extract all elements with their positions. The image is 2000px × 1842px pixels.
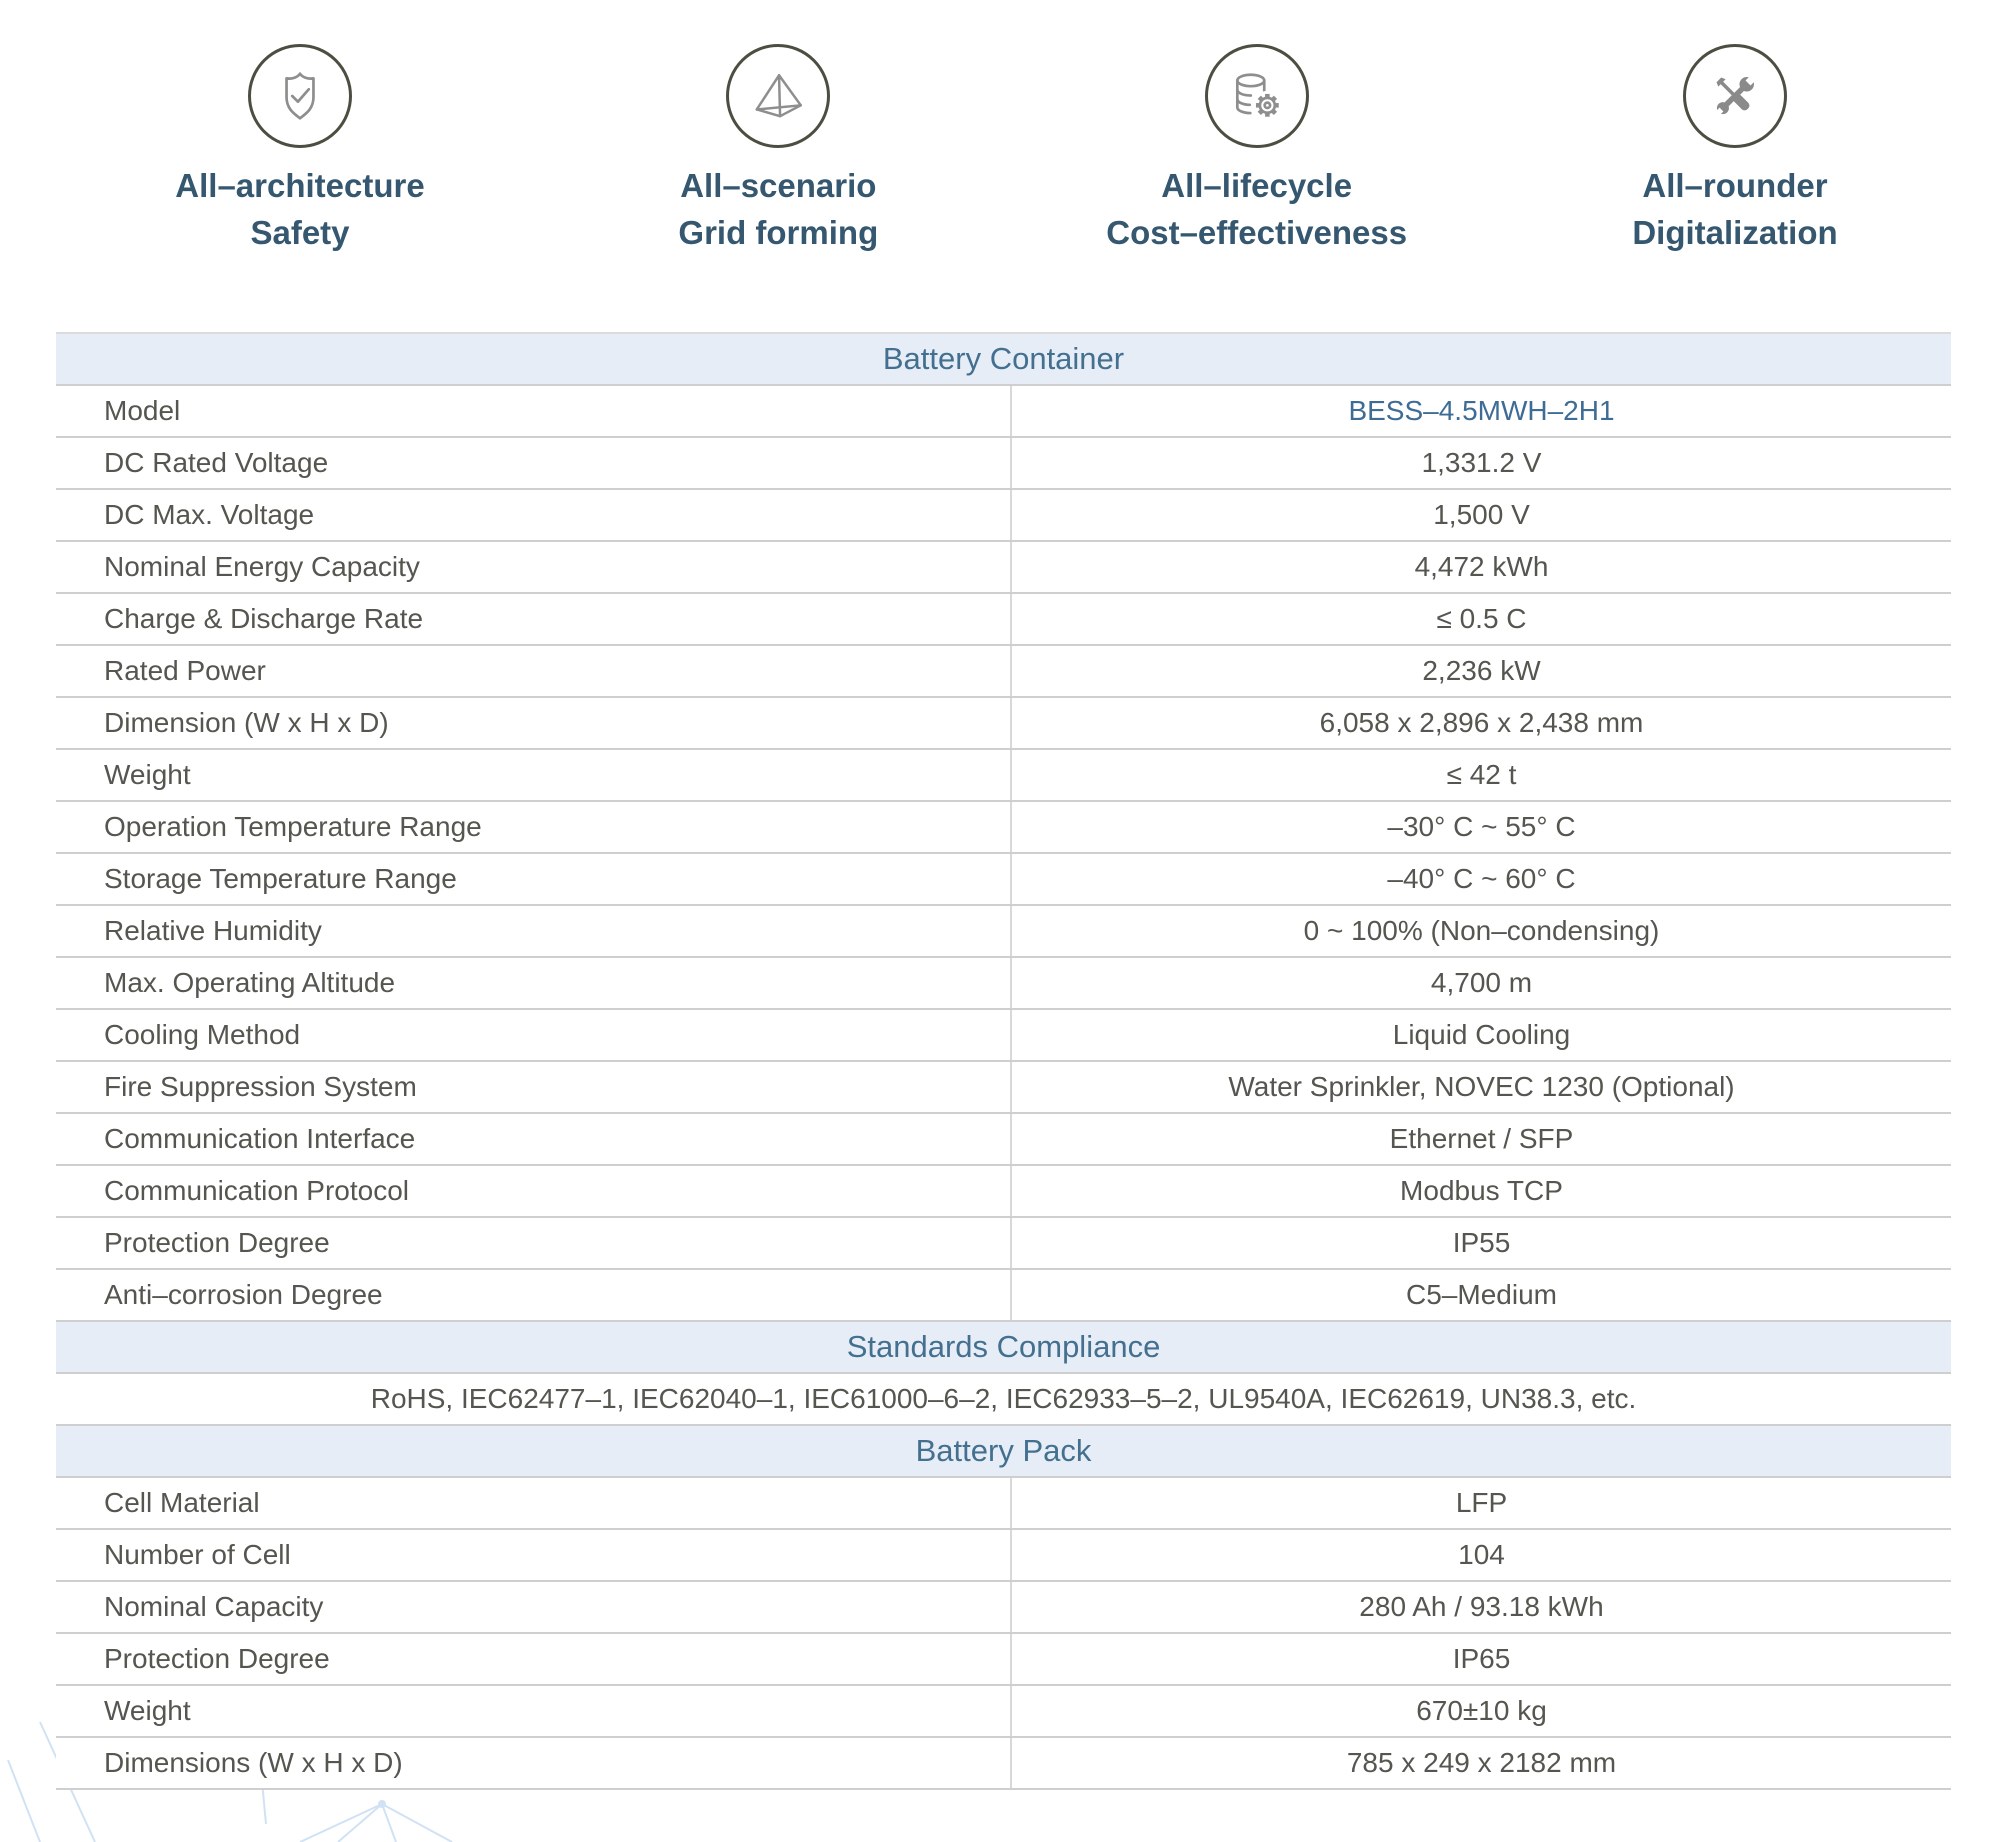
table-row	[56, 1010, 1951, 1062]
spec-value: Water Sprinkler, NOVEC 1230 (Optional)	[1010, 1062, 1951, 1112]
spec-value: 0 ~ 100% (Non–condensing)	[1010, 906, 1951, 956]
spec-value: 670±10 kg	[1010, 1686, 1951, 1736]
spec-label: Relative Humidity	[104, 914, 322, 946]
spec-label: Rated Power	[104, 654, 266, 686]
spec-value: 104	[1010, 1530, 1951, 1580]
table-row	[56, 490, 1951, 542]
feature-cost-effectiveness	[1037, 44, 1477, 257]
feature-label: All–scenario Grid forming	[678, 167, 879, 251]
table-row	[56, 1114, 1951, 1166]
spec-label: Operation Temperature Range	[104, 810, 482, 842]
table-row	[56, 1686, 1951, 1738]
table-row	[56, 1270, 1951, 1322]
spec-label: Dimension (W x H x D)	[104, 706, 389, 738]
spec-value: 1,331.2 V	[1010, 438, 1951, 488]
spec-value-model: BESS–4.5MWH–2H1	[1010, 386, 1951, 436]
section-header-battery-pack	[56, 1426, 1951, 1478]
table-row	[56, 854, 1951, 906]
table-row	[56, 1062, 1951, 1114]
tools-icon	[1683, 44, 1787, 148]
table-row	[56, 1582, 1951, 1634]
spec-value: C5–Medium	[1010, 1270, 1951, 1320]
standards-list: RoHS, IEC62477–1, IEC62040–1, IEC61000–6–2, IEC62933–5–2, UL9540A, IEC62619, UN38.3, etc.	[56, 1374, 1951, 1426]
section-title: Battery Container	[882, 340, 1125, 376]
spec-label: Nominal Energy Capacity	[104, 550, 420, 582]
spec-label: Dimensions (W x H x D)	[104, 1746, 403, 1778]
table-row	[56, 1738, 1951, 1790]
feature-highlights	[0, 0, 2000, 257]
table-row	[56, 1634, 1951, 1686]
section-title: Standards Compliance	[846, 1328, 1161, 1364]
spec-value: Liquid Cooling	[1010, 1010, 1951, 1060]
table-row	[56, 386, 1951, 438]
spec-label: Weight	[104, 758, 191, 790]
section-title: Battery Pack	[915, 1432, 1092, 1468]
table-row	[56, 542, 1951, 594]
spec-label: Model	[104, 394, 181, 426]
shield-check-icon	[248, 44, 352, 148]
table-row	[56, 1478, 1951, 1530]
pyramid-icon	[726, 44, 830, 148]
table-row	[56, 1218, 1951, 1270]
spec-value: ≤ 0.5 C	[1010, 594, 1951, 644]
spec-value: –40° C ~ 60° C	[1010, 854, 1951, 904]
spec-label: Cooling Method	[104, 1018, 301, 1050]
spec-value: LFP	[1010, 1478, 1951, 1528]
spec-label: DC Rated Voltage	[104, 446, 329, 478]
spec-table	[56, 332, 1951, 1790]
spec-value: 6,058 x 2,896 x 2,438 mm	[1010, 698, 1951, 748]
spec-label: DC Max. Voltage	[104, 498, 315, 530]
spec-value: –30° C ~ 55° C	[1010, 802, 1951, 852]
spec-value: 4,700 m	[1010, 958, 1951, 1008]
table-row	[56, 958, 1951, 1010]
feature-digitalization	[1515, 44, 1955, 257]
table-row	[56, 698, 1951, 750]
table-row	[56, 646, 1951, 698]
spec-label: Communication Interface	[104, 1122, 416, 1154]
spec-value: Modbus TCP	[1010, 1166, 1951, 1216]
spec-value: ≤ 42 t	[1010, 750, 1951, 800]
database-gear-icon	[1205, 44, 1309, 148]
spec-value: 280 Ah / 93.18 kWh	[1010, 1582, 1951, 1632]
spec-label: Communication Protocol	[104, 1174, 410, 1206]
spec-label: Weight	[104, 1694, 191, 1726]
table-row	[56, 1530, 1951, 1582]
feature-grid-forming	[558, 44, 998, 257]
spec-label: Nominal Capacity	[104, 1590, 324, 1622]
spec-label: Fire Suppression System	[104, 1070, 417, 1102]
table-row	[56, 1166, 1951, 1218]
table-row	[56, 802, 1951, 854]
spec-label: Max. Operating Altitude	[104, 966, 396, 998]
spec-value: 785 x 249 x 2182 mm	[1010, 1738, 1951, 1788]
section-header-standards-compliance	[56, 1322, 1951, 1374]
spec-value: IP55	[1010, 1218, 1951, 1268]
table-row	[56, 906, 1951, 958]
table-row	[56, 594, 1951, 646]
feature-label: All–rounder Digitalization	[1632, 167, 1838, 251]
feature-safety	[80, 44, 520, 257]
table-row	[56, 438, 1951, 490]
spec-label: Cell Material	[104, 1486, 260, 1518]
spec-value: Ethernet / SFP	[1010, 1114, 1951, 1164]
spec-label: Number of Cell	[104, 1538, 291, 1570]
spec-label: Protection Degree	[104, 1226, 330, 1258]
spec-value: 1,500 V	[1010, 490, 1951, 540]
spec-label: Charge & Discharge Rate	[104, 602, 424, 634]
spec-value: 2,236 kW	[1010, 646, 1951, 696]
table-row	[56, 750, 1951, 802]
feature-label: All–architecture Safety	[175, 167, 425, 251]
feature-label: All–lifecycle Cost–effectiveness	[1106, 167, 1408, 251]
section-header-battery-container	[56, 334, 1951, 386]
spec-label: Storage Temperature Range	[104, 862, 457, 894]
spec-value: IP65	[1010, 1634, 1951, 1684]
spec-label: Protection Degree	[104, 1642, 330, 1674]
spec-label: Anti–corrosion Degree	[104, 1278, 383, 1310]
spec-value: 4,472 kWh	[1010, 542, 1951, 592]
